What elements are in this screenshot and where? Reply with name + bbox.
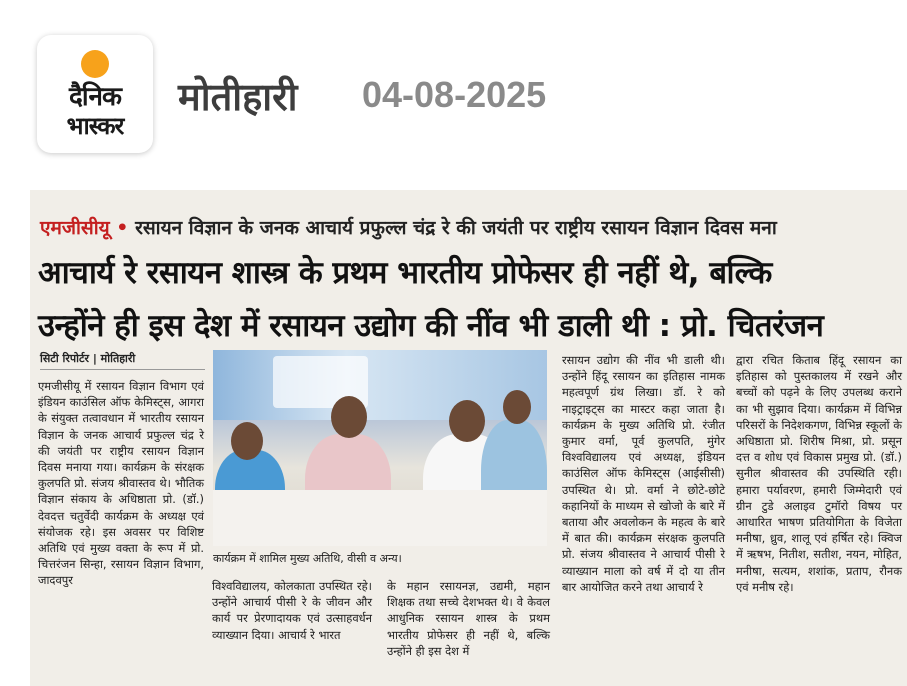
sun-icon [81,50,109,78]
article-column-1: एमजीसीयू में रसायन विज्ञान विभाग एवं इंडियन काउंसिल ऑफ केमिस्ट्स, आगरा के संयुक्त तत्वावधान में भारतीय रसायन विज्ञान के जनक आचार्य प्रफुल्ल चंद्र रे की जयंती पर राष्ट्रीय रसायन विज्ञान दिवस मनाया गया। कार्यक्रम के संरक्षक कुलपति प्रो. संजय श्रीवास्तव थे। भौतिक विज्ञान संकाय के अधिष्ठाता प्रो. (डॉ.) देवदत्त चतुर्वेदी कार्यक्रम के अध्यक्ष एवं संयोजक रहे। इस अवसर पर विशिष्ट अतिथि एवं मुख्य वक्ता के रूप में प्रो. चित्तरंजन सिन्हा, रसायन विज्ञान विभाग, जादवपुर [38,379,204,588]
person-2-head [331,396,367,438]
headline-line-2: उन्होंने ही इस देश में रसायन उद्योग की नींव भी डाली थी : प्रो. चितरंजन [38,308,824,344]
article-column-3: के महान रसायनज्ञ, उद्यमी, महान शिक्षक तथा सच्चे देशभक्त थे। वे केवल आधुनिक रसायन शास्त्र के प्रथम भारतीय प्रोफेसर ही नहीं थे, बल्कि उन्होंने ही इस देश में [387,579,550,658]
kicker-org: एमजीसीयू • [40,217,129,239]
dais-table [213,490,547,546]
headline-line-1: आचार्य रे रसायन शास्त्र के प्रथम भारतीय प्रोफेसर ही नहीं थे, बल्कि [38,255,772,291]
edition-city: मोतीहारी [178,75,298,119]
event-photo [213,350,547,546]
logo-text-line2: भास्कर [66,112,124,140]
dainik-bhaskar-logo[interactable] [37,35,153,153]
person-3-head [449,400,485,442]
app-header [0,0,907,180]
article-kicker [40,214,777,240]
logo-text-line1: दैनिक [69,82,121,112]
article-column-4: रसायन उद्योग की नींव भी डाली थी। उन्होंने हिंदू रसायन का इतिहास नामक महत्वपूर्ण ग्रंथ लिखा। डॉ. रे को नाइट्राइट्स का मास्टर कहा जाता है। कार्यक्रम के मुख्य अतिथि प्रो. रंजीत कुमार वर्मा, पूर्व कुलपति, मुंगेर विश्वविद्यालय एवं अध्यक्ष, इंडियन काउंसिल ऑफ केमिस्ट्स (आईसीसी) उपस्थित थे। प्रो. वर्मा ने छोटे-छोटे कहानियों के माध्यम से खोजो के बारे में बताया और अवलोकन के महत्व के बारे में बात की। कार्यक्रम संरक्षक कुलपति प्रो. संजय श्रीवास्तव ने आचार्य पीसी रे व्याख्यान माला को वर्ष में दो या तीन बार आयोजित करने तथा आचार्य रे [562,353,725,594]
person-4-head [503,390,531,424]
stage-banner [213,350,547,420]
photo-caption: कार्यक्रम में शामिल मुख्य अतिथि, वीसी व अन्य। [213,550,547,568]
edition-date: 04-08-2025 [362,74,547,115]
byline: सिटी रिपोर्टर | मोतिहारी [40,351,205,370]
person-1-head [231,422,263,460]
kicker-text: रसायन विज्ञान के जनक आचार्य प्रफुल्ल चंद्र रे की जयंती पर राष्ट्रीय रसायन विज्ञान दिवस मना [135,217,777,239]
article-column-2: विश्वविद्यालय, कोलकाता उपस्थित रहे। उन्होंने आचार्य पीसी रे के जीवन और कार्य पर प्रेरणादायक एवं उत्साहवर्धन व्याख्यान दिया। आचार्य रे भारत [212,579,372,642]
article-column-5: द्वारा रचित किताब हिंदू रसायन का इतिहास को पुस्तकालय में रखने और बच्चों को पढ़ने के लिए उपलब्ध कराने का भी सुझाव दिया। कार्यक्रम में विभिन्न परिसरों के निदेशकगण, विभिन्न स्कूलों के अधिष्ठाता प्रो. शिरीष मिश्रा, प्रो. प्रसून दत्त व शोध एवं विकास प्रमुख प्रो. (डॉ.) सुनील श्रीवास्तव की उपस्थिति रही। हमारा पर्यावरण, हमारी जिम्मेदारी एवं ग्रीन टुडे अलाइव टुमॉरो विषय पर आधारित भाषण प्रतियोगिता के विजेता मनीषा, ध्रुव, शालू एवं हर्षित रहे। क्विज में ऋषभ, नितीश, सतीश, नयन, मोहित, मनीषा, सत्यम, शशांक, प्रताप, रौनक एवं मनीष रहे। [736,353,902,594]
